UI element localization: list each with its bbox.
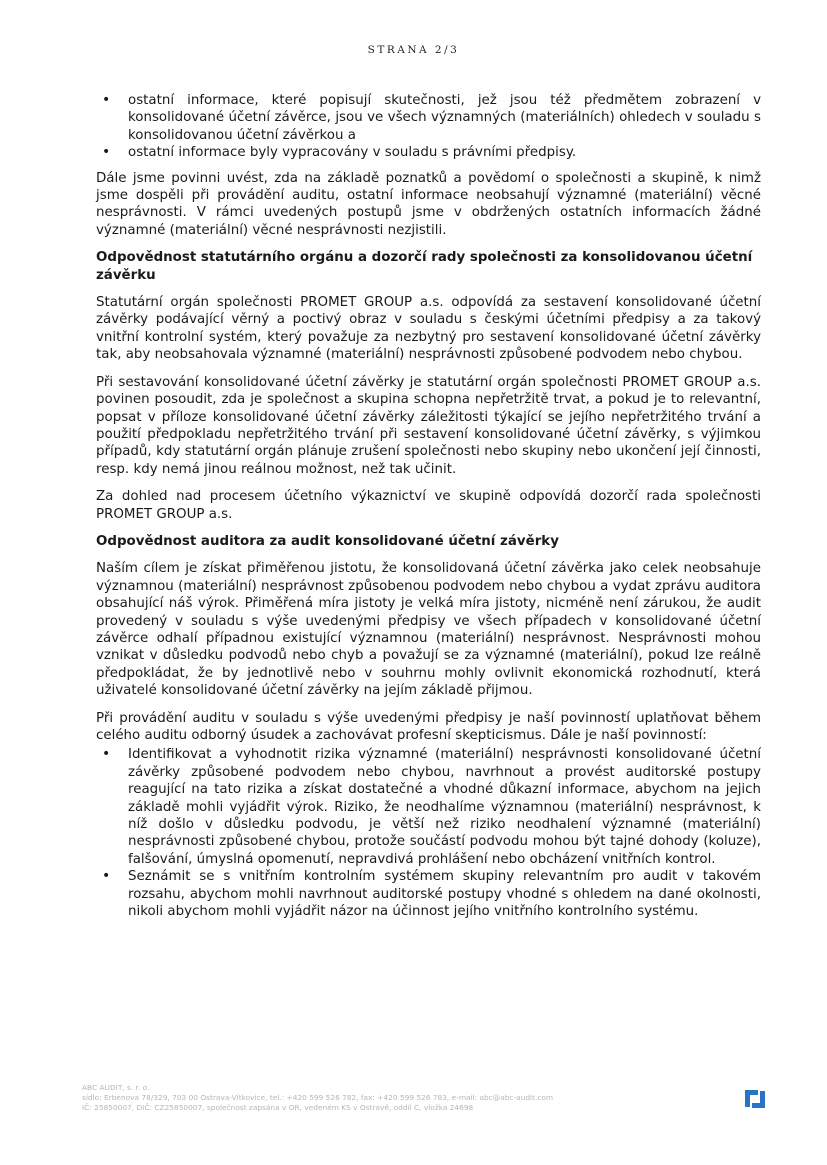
- section-heading-statutory-responsibility: Odpovědnost statutárního orgánu a dozorčí rady společnosti za konsolidovanou účetní závěrku: [96, 250, 753, 283]
- footer-company-name: ABC AUDIT, s. r. o.: [82, 1083, 150, 1092]
- paragraph: Dále jsme povinni uvést, zda na základě poznatků a povědomí o společnosti a skupině, k nimž jsme dospěli při provádění auditu, ostatní informace neobsahují významné (materiální) věcné nesprávnosti. V rámci uvedených postupů jsme v obdržených ostatních informacích žádné významné (materiální) věcné nesprávnosti nezjistili.: [96, 170, 761, 238]
- paragraph: Statutární orgán společnosti PROMET GROUP a.s. odpovídá za sestavení konsolidované účetní závěrky podávající věrný a poctivý obraz v souladu s českými účetními předpisy a za takový vnitřní kontrolní systém, který považuje za nezbytný pro sestavení konsolidované účetní závěrky tak, aby neobsahovala významné (materiální) nesprávnosti způsobené podvodem nebo chybou.: [96, 295, 761, 363]
- list-item: • ostatní informace, které popisují skutečnosti, jež jsou též předmětem zobrazení v konsolidované účetní závěrce, jsou ve všech významných (materiálních) ohledech v souladu s konsolidovanou účetní závěrkou a: [96, 92, 761, 144]
- section-heading-auditor-responsibility: Odpovědnost auditora za audit konsolidované účetní závěrky: [96, 533, 559, 549]
- paragraph: Naším cílem je získat přiměřenou jistotu, že konsolidovaná účetní závěrka jako celek neobsahuje významnou (materiální) nesprávnost způsobenou podvodem nebo chybou a vydat zprávu auditora obsahující náš výrok. Přiměřená míra jistoty je velká míra jistoty, nicméně není zárukou, že audit provedený v souladu s výše uvedenými předpisy ve všech případech v konsolidované účetní závěrce odhalí případnou existující významnou (materiální) nesprávnost. Nesprávnosti mohou vznikat v důsledku podvodů nebo chyb a považují se za významné (materiální), pokud lze reálně předpokládat, že by jednotlivě nebo v souhrnu mohly ovlivnit ekonomická rozhodnutí, která uživatelé konsolidované účetní závěrky na jejím základě přijmou.: [96, 561, 761, 699]
- footer-address: sídlo: Erbenova 78/329, 703 00 Ostrava-Vítkovice, tel.: +420 599 526 782, fax: +420 599 526 783, e-mail: abc@abc-audit.com: [82, 1093, 554, 1102]
- list-item: • ostatní informace byly vypracovány v souladu s právními předpisy.: [96, 144, 761, 161]
- footer-registration: IČ: 25850007, DIČ: CZ25850007, společnost zapsána v OR, vedeném KS v Ostravě, oddíl C, vložka 24698: [82, 1103, 474, 1112]
- page-footer: [82, 1083, 702, 1113]
- list-item: • Seznámit se s vnitřním kontrolním systémem skupiny relevantním pro audit v takovém rozsahu, abychom mohli navrhnout auditorské postupy vhodné s ohledem na dané okolnosti, nikoli abychom mohli vyjádřit názor na účinnost jejího vnitřního kontrolního systému.: [96, 868, 761, 920]
- paragraph: Při provádění auditu v souladu s výše uvedenými předpisy je naší povinností uplatňovat během celého auditu odborný úsudek a zachovávat profesní skepticismus. Dále je naší povinností:: [96, 710, 761, 743]
- page-number-label: STRANA 2/3: [367, 44, 460, 56]
- auditor-duties-list: [96, 746, 761, 920]
- paragraph: Za dohled nad procesem účetního výkaznictví ve skupině odpovídá dozorčí rada společnosti PROMET GROUP a.s.: [96, 489, 761, 522]
- intro-bullet-list: [96, 92, 761, 162]
- report-body: [96, 92, 761, 928]
- paragraph: Při sestavování konsolidované účetní závěrky je statutární orgán společnosti PROMET GROUP a.s. povinen posoudit, zda je společnost a skupina schopna nepřetržitě trvat, a pokud je to relevantní, popsat v příloze konsolidované účetní závěrky záležitosti týkající se jejího nepřetržitého trvání a použití předpokladu nepřetržitého trvání při sestavení konsolidované účetní závěrky, s výjimkou případů, kdy statutární orgán plánuje zrušení společnosti nebo skupiny nebo ukončení její činnosti, resp. kdy nemá jinou reálnou možnost, než tak učinit.: [96, 374, 761, 477]
- list-item: • Identifikovat a vyhodnotit rizika významné (materiální) nesprávnosti konsolidované účetní závěrky způsobené podvodem nebo chybou, navrhnout a provést auditorské postupy reagující na tato rizika a získat dostatečné a vhodné důkazní informace, abychom na jejich základě mohli vyjádřit výrok. Riziko, že neodhalíme významnou (materiální) nesprávnost, k níž došlo v důsledku podvodu, je větší než riziko neodhalení významné (materiální) nesprávnosti způsobené chybou, protože součástí podvodu mohou být tajné dohody (koluze), falšování, úmyslná opomenutí, nepravdivá prohlášení nebo obcházení vnitřních kontrol.: [96, 746, 761, 868]
- company-logo-icon: [742, 1086, 768, 1112]
